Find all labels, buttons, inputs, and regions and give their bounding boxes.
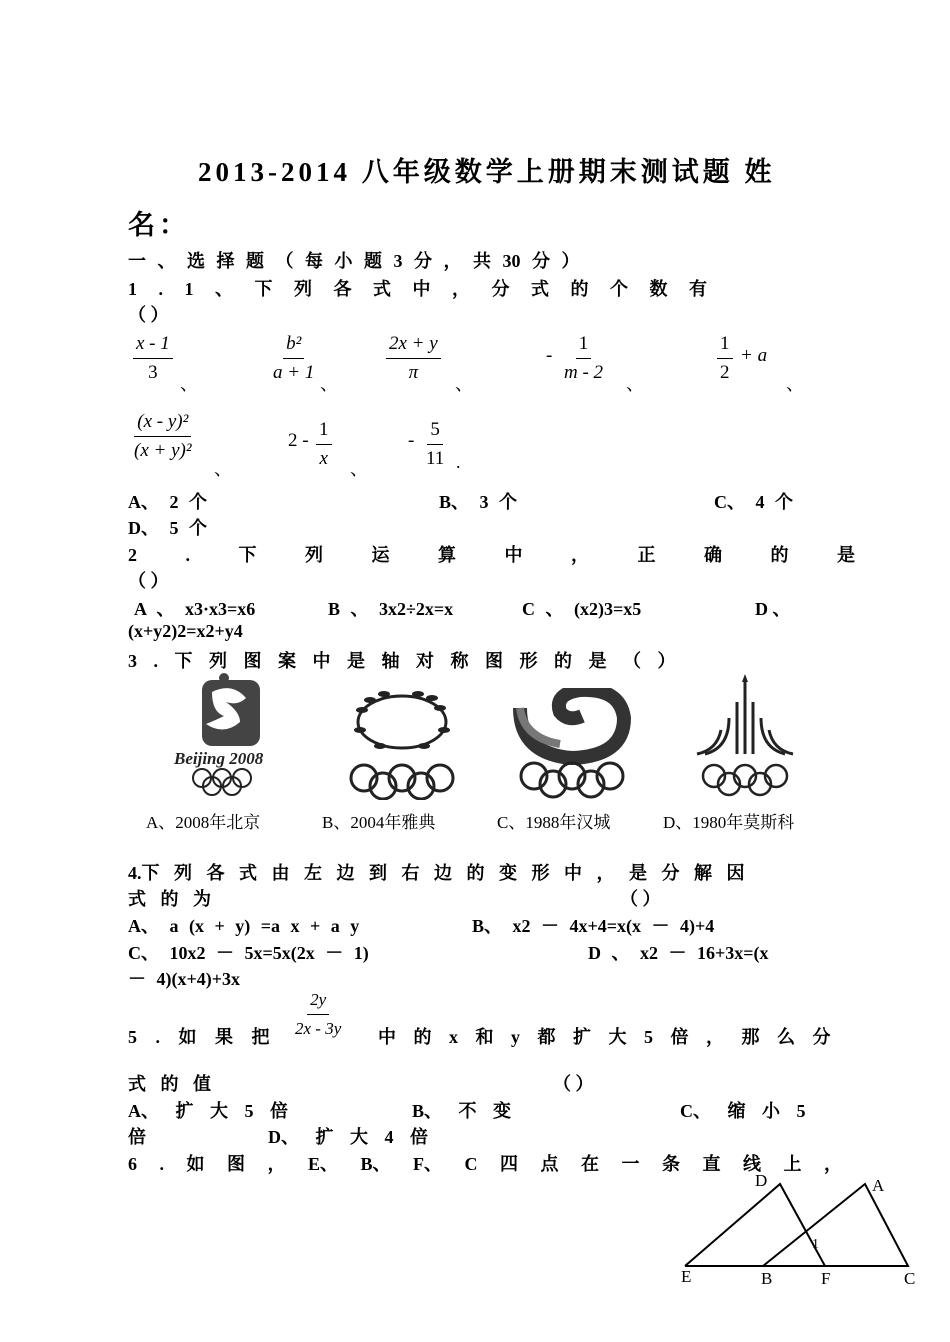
q1-fraction-5: $\frac{1}{2}$ <box>717 332 733 385</box>
triangle-diagram <box>675 1170 930 1300</box>
label-f: F <box>821 1269 831 1288</box>
q1-paren: （ ） <box>128 305 169 325</box>
label-b: B <box>761 1269 773 1288</box>
q1-period: . <box>456 452 461 472</box>
q1-two-minus: 2 - <box>288 430 309 451</box>
q2-stem: 2 . 下 列 运 算 中 ， 正 确 的 是 <box>128 545 855 565</box>
beijing-2008-logo <box>140 672 295 800</box>
label-a: A <box>872 1176 885 1195</box>
logo-caption-c: C、1988年汉城 <box>497 813 611 832</box>
q5-paren: （ ） <box>553 1074 594 1094</box>
q3-stem: 3 . 下 列 图 案 中 是 轴 对 称 图 形 的 是 （ ） <box>128 651 676 671</box>
name-label: 名： <box>128 210 190 240</box>
page-title: 2013-2014 八年级数学上册期末测试题 姓 <box>198 157 776 187</box>
beijing-logo-text: Beijing 2008 <box>174 749 264 768</box>
q4-option-d-continued: － 4)(x+4)+3x <box>128 969 240 989</box>
logo-caption-a: A、2008年北京 <box>146 813 261 832</box>
q1-fraction-3: $\frac{2x + y}{\pi}$ <box>386 332 441 385</box>
q1-option-c: C、 4 个 <box>714 492 793 512</box>
q1-option-a: A、 2 个 <box>128 492 207 512</box>
q1-fraction-1: $\frac{x - 1}{3}$ <box>133 332 173 385</box>
logo-caption-d: D、1980年莫斯科 <box>663 813 795 832</box>
q4-paren: （ ） <box>620 889 661 909</box>
logo-caption-b: B、2004年雅典 <box>322 813 436 832</box>
q4-option-c: C、 10x2 － 5x=5x(2x － 1) <box>128 943 369 963</box>
angle-label-1: 1 <box>812 1237 819 1252</box>
moscow-1980-logo <box>690 672 800 800</box>
q1-stem: 1 . 1 、 下 列 各 式 中 ， 分 式 的 个 数 有 <box>128 279 707 299</box>
q1-option-b: B、 3 个 <box>439 492 518 512</box>
q1-separator: 、 <box>350 459 368 479</box>
q5-option-d: D、 扩 大 4 倍 <box>268 1127 428 1147</box>
q2-option-a: A 、 x3·x3=x6 <box>134 599 256 619</box>
q5-option-c-continued: 倍 <box>128 1127 146 1147</box>
q2-option-b: B 、 3x2÷2x=x <box>328 599 454 619</box>
label-c: C <box>904 1269 916 1288</box>
q2-option-d: D 、 <box>755 599 791 619</box>
q5-fraction: $\frac{2y}{2x - 3y}$ <box>295 990 342 1038</box>
q5-stem-line2: 式 的 值 <box>128 1074 211 1094</box>
section-heading: 一 、 选 择 题 （ 每 小 题 3 分 ， 共 30 分 ） <box>128 251 580 271</box>
q2-option-c: C 、 (x2)3=x5 <box>522 599 642 619</box>
q1-fraction-2: $\frac{\text{b²}}{a + 1}$ <box>273 333 315 383</box>
q1-fraction-4: $\frac{1}{m - 2}$ <box>564 333 604 383</box>
q5-stem-pre: 5 . 如 果 把 <box>128 1027 270 1047</box>
q1-separator: 、 <box>214 459 232 479</box>
q5-option-a: A、 扩 大 5 倍 <box>128 1101 288 1121</box>
q4-stem: 4.下 列 各 式 由 左 边 到 右 边 的 变 形 中 ， 是 分 解 因 <box>128 863 745 883</box>
q2-paren: （ ） <box>128 571 169 591</box>
q1-minus-sign: - <box>546 345 553 366</box>
q1-fraction-8: $\frac{5}{11}$ <box>426 419 445 469</box>
athens-2004-logo <box>340 682 465 800</box>
q1-plus-a: + a <box>740 345 768 366</box>
label-e: E <box>681 1267 692 1286</box>
q1-fraction-7: $\frac{1}{x}$ <box>316 418 332 471</box>
q1-fraction-6: $\frac{\text{(x - y)²}}{\text{(x + y)²}}$ <box>134 411 192 461</box>
q1-option-d: D、 5 个 <box>128 518 207 538</box>
q1-separator: 、 <box>626 374 644 394</box>
q4-stem-line2: 式 的 为 <box>128 889 211 909</box>
q6-stem: 6 . 如 图 ， E、 B、 F、 C 四 点 在 一 条 直 线 上 ， <box>128 1154 843 1174</box>
label-d: D <box>755 1171 768 1190</box>
q5-option-c: C、 缩 小 5 <box>680 1101 806 1121</box>
q1-separator: 、 <box>786 374 804 394</box>
q5-option-b: B、 不 变 <box>412 1101 512 1121</box>
q1-separator: 、 <box>180 374 198 394</box>
q1-minus-sign: - <box>408 430 415 451</box>
q1-separator: 、 <box>320 374 338 394</box>
q4-option-d: D 、 x2 － 16+3x=(x <box>588 943 769 963</box>
q2-option-d-continued: (x+y2)2=x2+y4 <box>128 621 243 641</box>
q4-option-b: B、 x2 － 4x+4=x(x － 4)+4 <box>472 916 715 936</box>
seoul-1988-logo <box>510 688 635 800</box>
q1-separator: 、 <box>455 374 473 394</box>
q4-option-a: A、 a (x + y) =a x + a y <box>128 916 360 936</box>
q5-stem-post: 中 的 x 和 y 都 扩 大 5 倍 ， 那 么 分 <box>378 1027 831 1047</box>
